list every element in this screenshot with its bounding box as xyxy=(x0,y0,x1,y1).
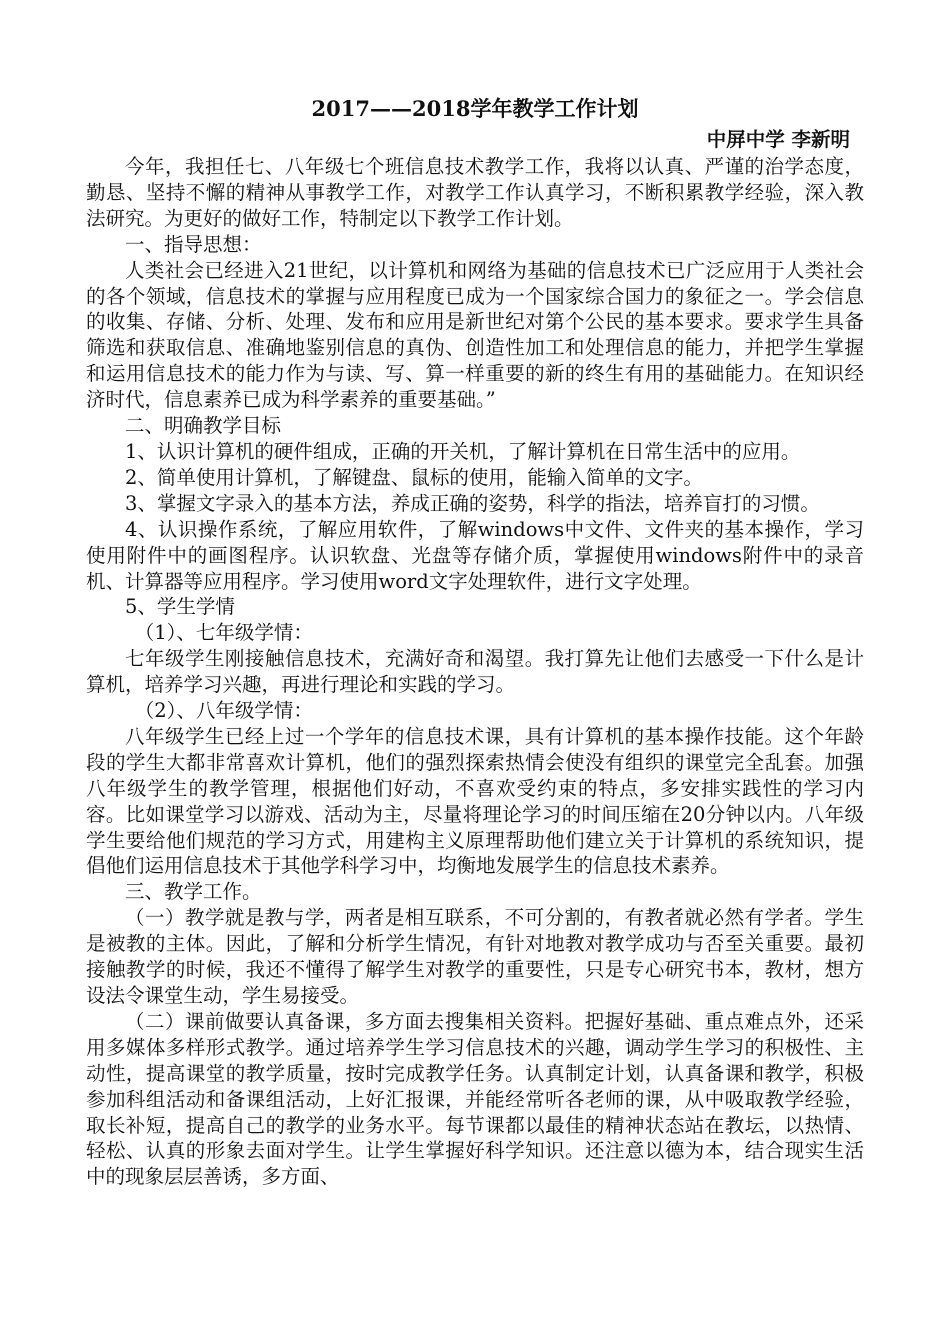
document-author: 中屏中学 李新明 xyxy=(706,128,850,151)
goal-item-1: 1、认识计算机的硬件组成，正确的开关机，了解计算机在日常生活中的应用。 xyxy=(125,439,801,463)
paragraph-work-2: （二）课前做要认真备课，多方面去搜集相关资料。把握好基础、重点难点外，还采用多媒体多样形式教学。通过培养学生学习信息技术的兴趣，调动学生学习的积极性、主动性，提高课堂的教学质量，按时完成教学任务。认真制定计划，认真备课和教学，积极参加科组活动和备课组活动，上好汇报课，并能经常听各老师的课，从中吸取教学经验，取长补短，提高自己的教学的业务水平。每节课都以最佳的精神状态站在教坛，以热情、轻松、认真的形象去面对学生。让学生掌握好科学知识。还注意以德为本，结合现实生活中的现象层层善诱，多方面、 xyxy=(86,1009,864,1189)
paragraph-intro: 今年，我担任七、八年级七个班信息技术教学工作，我将以认真、严谨的治学态度，勤恳、坚持不懈的精神从事教学工作，对教学工作认真学习，不断积累教学经验，深入教法研究。为更好的做好工作，特制定以下教学工作计划。 xyxy=(86,155,864,230)
paragraph-grade8: 八年级学生已经上过一个学年的信息技术课，具有计算机的基本操作技能。这个年龄段的学生大都非常喜欢计算机，他们的强烈探索热情会使没有组织的课堂完全乱套。加强八年级学生的教学管理，根据他们好动，不喜欢受约束的特点，多安排实践性的学习内容。比如课堂学习以游戏、活动为主，尽量将理论学习的时间压缩在20分钟以内。八年级学生要给他们规范的学习方式，用建构主义原理帮助他们建立关于计算机的系统知识，提倡他们运用信息技术于其他学科学习中，均衡地发展学生的信息技术素养。 xyxy=(86,724,864,878)
goal-item-3: 3、掌握文字录入的基本方法，养成正确的姿势，科学的指法，培养盲打的习惯。 xyxy=(125,491,820,515)
document-page xyxy=(86,92,864,1190)
goal-item-2: 2、简单使用计算机，了解键盘、鼠标的使用，能输入简单的文字。 xyxy=(125,465,703,489)
goal-item-5: 5、学生学情 xyxy=(125,595,235,619)
paragraph-grade7: 七年级学生刚接触信息技术，充满好奇和渴望。我打算先让他们去感受一下什么是计算机，培养学习兴趣，再进行理论和实践的学习。 xyxy=(86,647,864,697)
document-title: 2017——2018学年教学工作计划 xyxy=(311,96,639,121)
paragraph-guiding-ideology: 人类社会已经进入21世纪，以计算机和网络为基础的信息技术已广泛应用于人类社会的各个领域，信息技术的掌握与应用程度已成为一个国家综合国力的象征之一。学会信息的收集、存储、分析、处理、发布和应用是新世纪对第个公民的基本要求。要求学生具备筛选和获取信息、准确地鉴别信息的真伪、创造性加工和处理信息的能力，并把学生掌握和运用信息技术的能力作为与读、写、算一样重要的新的终生有用的基础能力。在知识经济时代，信息素养已成为科学素养的重要基础。” xyxy=(86,258,864,412)
heading-teaching-work: 三、教学工作。 xyxy=(125,880,262,904)
heading-grade7: （1）、七年级学情： xyxy=(134,621,313,645)
heading-grade8: （2）、八年级学情： xyxy=(134,699,313,723)
heading-guiding-ideology: 一、指导思想： xyxy=(125,232,262,256)
heading-teaching-goals: 二、明确教学目标 xyxy=(125,414,282,438)
goal-item-4: 4、认识操作系统，了解应用软件，了解windows中文件、文件夹的基本操作，学习使用附件中的画图程序。认识软盘、光盘等存储介质，掌握使用windows附件中的录音机、计算器等应用程序。学习使用word文字处理软件，进行文字处理。 xyxy=(86,517,864,593)
paragraph-work-1: （一）教学就是教与学，两者是相互联系，不可分割的，有教者就必然有学者。学生是被教的主体。因此，了解和分析学生情况，有针对地教对教学成功与否至关重要。最初接触教学的时候，我还不懂得了解学生对教学的重要性，只是专心研究书本，教材，想方设法令课堂生动，学生易接受。 xyxy=(86,906,864,1007)
